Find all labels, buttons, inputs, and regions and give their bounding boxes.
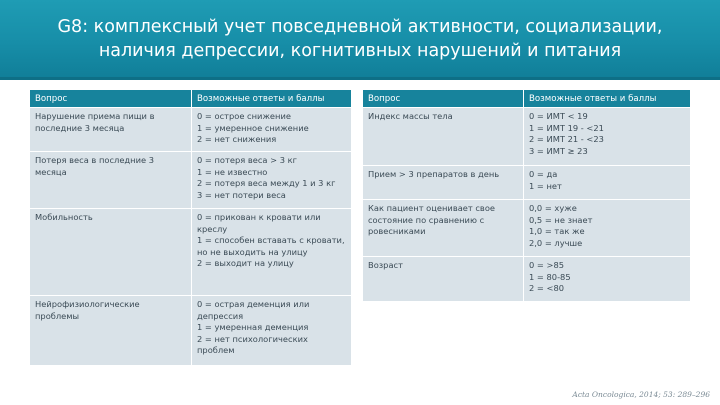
answers-cell — [192, 296, 352, 366]
answer-option: 2 = <80 — [529, 283, 565, 293]
answer-option: 3 = ИМТ ≥ 23 — [529, 145, 588, 156]
answer-option: 0 = острая деменция или депрессия — [197, 299, 310, 321]
answer-option: 1 = нет — [529, 180, 562, 191]
answer-option: 0 = прикован к кровати или креслу — [197, 212, 321, 234]
answer-option: 0 = потеря веса > 3 кг — [197, 155, 297, 165]
answers-cell — [192, 152, 352, 209]
answers-cell — [524, 200, 691, 257]
answers-cell — [524, 108, 691, 166]
question-cell: Прием > 3 препаратов в день — [363, 166, 524, 200]
citation: Acta Oncologica, 2014; 53: 289–296 — [572, 390, 710, 399]
slide-header — [0, 0, 720, 80]
table-row — [363, 257, 691, 302]
answer-option: 3 = нет потери веса — [197, 189, 286, 200]
table-row — [363, 200, 691, 257]
column-header-answers: Возможные ответы и баллы — [192, 90, 352, 108]
answer-option: 1,0 = так же — [529, 226, 585, 236]
answer-option: 0 = да — [529, 169, 558, 179]
question-cell: Индекс массы тела — [363, 108, 524, 166]
answer-option: 2 = нет снижения — [197, 134, 277, 144]
question-cell: Потеря веса в последние 3 месяца — [30, 152, 192, 209]
slide-title: G8: комплексный учет повседневной активности, социализации, наличия депрессии, когнитивных нарушений и питания — [57, 16, 663, 61]
answer-option: 1 = способен вставать с кровати, но не выходить на улицу — [197, 235, 345, 257]
answer-option: 1 = умеренная деменция — [197, 322, 309, 332]
answer-option: 1 = 80-85 — [529, 271, 571, 282]
answers-cell — [524, 166, 691, 200]
table-row — [30, 108, 352, 152]
answer-option: 2 = потеря веса между 1 и 3 кг — [197, 178, 336, 188]
column-header-question: Вопрос — [363, 90, 524, 108]
table-row — [363, 108, 691, 166]
answer-option: 0 = >85 — [529, 260, 565, 270]
answer-option: 1 = умеренное снижение — [197, 122, 309, 133]
right-questions-table — [362, 89, 691, 302]
answers-cell — [192, 108, 352, 152]
table-header-row — [30, 90, 352, 108]
answer-option: 2 = выходит на улицу — [197, 258, 294, 268]
answer-option: 1 = не известно — [197, 166, 268, 177]
table-row — [363, 166, 691, 200]
answers-cell — [192, 209, 352, 296]
answer-option: 0 = ИМТ < 19 — [529, 111, 588, 121]
table-header-row — [363, 90, 691, 108]
answers-cell — [524, 257, 691, 302]
table-row — [30, 152, 352, 209]
table-row — [30, 296, 352, 366]
answer-option: 1 = ИМТ 19 - <21 — [529, 122, 604, 133]
answer-option: 0 = острое снижение — [197, 111, 291, 121]
question-cell: Как пациент оценивает свое состояние по сравнению с ровесниками — [363, 200, 524, 257]
column-header-question: Вопрос — [30, 90, 192, 108]
question-cell: Нарушение приема пищи в последние 3 месяца — [30, 108, 192, 152]
answer-option: 2 = ИМТ 21 - <23 — [529, 134, 604, 144]
question-cell: Мобильность — [30, 209, 192, 296]
answer-option: 2 = нет психологических проблем — [197, 333, 308, 355]
table-row — [30, 209, 352, 296]
answer-option: 2,0 = лучше — [529, 237, 583, 248]
question-cell: Нейрофизиологические проблемы — [30, 296, 192, 366]
answer-option: 0,0 = хуже — [529, 203, 577, 213]
column-header-answers: Возможные ответы и баллы — [524, 90, 691, 108]
answer-option: 0,5 = не знает — [529, 214, 593, 225]
question-cell: Возраст — [363, 257, 524, 302]
left-questions-table — [29, 89, 352, 366]
